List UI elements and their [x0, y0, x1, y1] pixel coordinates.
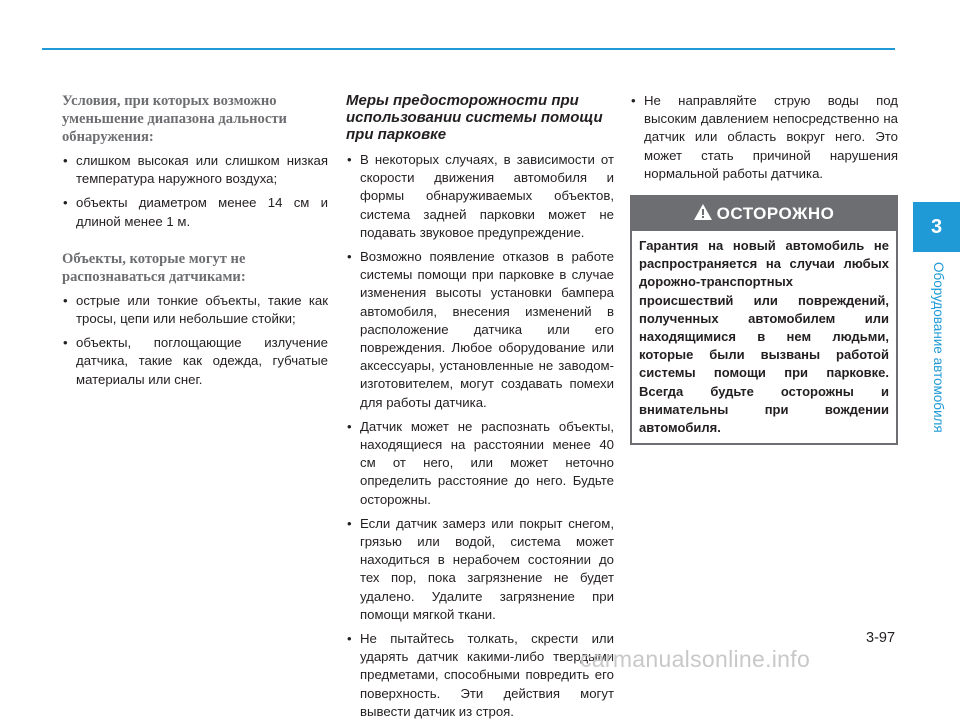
list-item: • острые или тонкие объекты, такие как тросы, цепи или небольшие стойки;	[62, 292, 328, 328]
column-right	[630, 92, 898, 445]
bullet-list-water-jet	[630, 92, 898, 183]
section-heading-reduced-range: Условия, при которых возможно уменьшение диапазона дальности обнаружения:	[62, 93, 287, 145]
caution-text: Гарантия на новый автомобиль не распространяется на случаи любых дорожно-транспортных происшествий или повреждений, полученных автомобилем или находящимися в нем людьми, которые были вызваны работой системы помощи при парковке. Всегда будьте осторожны и внимательны при вождении автомобиля.	[639, 238, 889, 436]
list-item: • Датчик может не распознать объекты, находящиеся на расстоянии менее 40 см от него, или может неточно определить расстояние до него. Будьте осторожны.	[346, 418, 614, 509]
caution-title: ОСТОРОЖНО	[716, 204, 835, 224]
section-heading-precautions: Меры предосторожности при использовании системы помощи при парковке	[346, 92, 603, 143]
caution-header	[632, 197, 896, 231]
list-item: • Не пытайтесь толкать, скрести или ударять датчик какими-либо твердыми предметами, способными повредить его поверхность. Эти действия могут вывести датчик из строя.	[346, 630, 614, 721]
watermark: carmanualsonline.info	[580, 646, 811, 672]
column-middle	[346, 92, 614, 727]
list-item: • Не направляйте струю воды под высоким давлением непосредственно на датчик или область вокруг него. Это может стать причиной нарушения нормальной работы датчика.	[630, 92, 898, 183]
list-item: • слишком высокая или слишком низкая температура наружного воздуха;	[62, 152, 328, 188]
chapter-label: Оборудование автомобиля	[931, 262, 946, 433]
list-item: • Возможно появление отказов в работе системы помощи при парковке в случае изменения высоты установки бампера автомобиля, внесения изменений в расположение датчика или его повреждения. Любое оборудование или аксессуары, установленные не заводом-изготовителем, могут создавать помехи для работы датчика.	[346, 248, 614, 412]
list-item: • объекты, поглощающие излучение датчика, такие как одежда, губчатые материалы или снег.	[62, 334, 328, 389]
list-item: • Если датчик замерз или покрыт снегом, грязью или водой, система может находиться в нерабочем состоянии до тех пор, пока загрязнение не будет удалено. Удалите загрязнение при помощи мягкой ткани.	[346, 515, 614, 624]
section-heading-undetected-objects: Объекты, которые могут не распознаваться датчиками:	[62, 250, 246, 285]
list-item: • В некоторых случаях, в зависимости от скорости движения автомобиля и формы обнаруживаемых объектов, система задней парковки может не подавать звуковое предупреждение.	[346, 151, 614, 242]
chapter-tab	[913, 202, 960, 252]
bullet-list-precautions	[346, 151, 614, 721]
bullet-list-undetected-objects	[62, 292, 328, 389]
caution-box	[630, 195, 898, 445]
header-rule	[42, 48, 895, 50]
bullet-list-reduced-range	[62, 152, 328, 231]
warning-triangle-icon	[694, 204, 712, 225]
chapter-number: 3	[930, 215, 943, 238]
page-number: 3-97	[866, 630, 896, 646]
list-item: • объекты диаметром менее 14 см и длиной менее 1 м.	[62, 194, 328, 230]
column-left	[62, 92, 328, 395]
